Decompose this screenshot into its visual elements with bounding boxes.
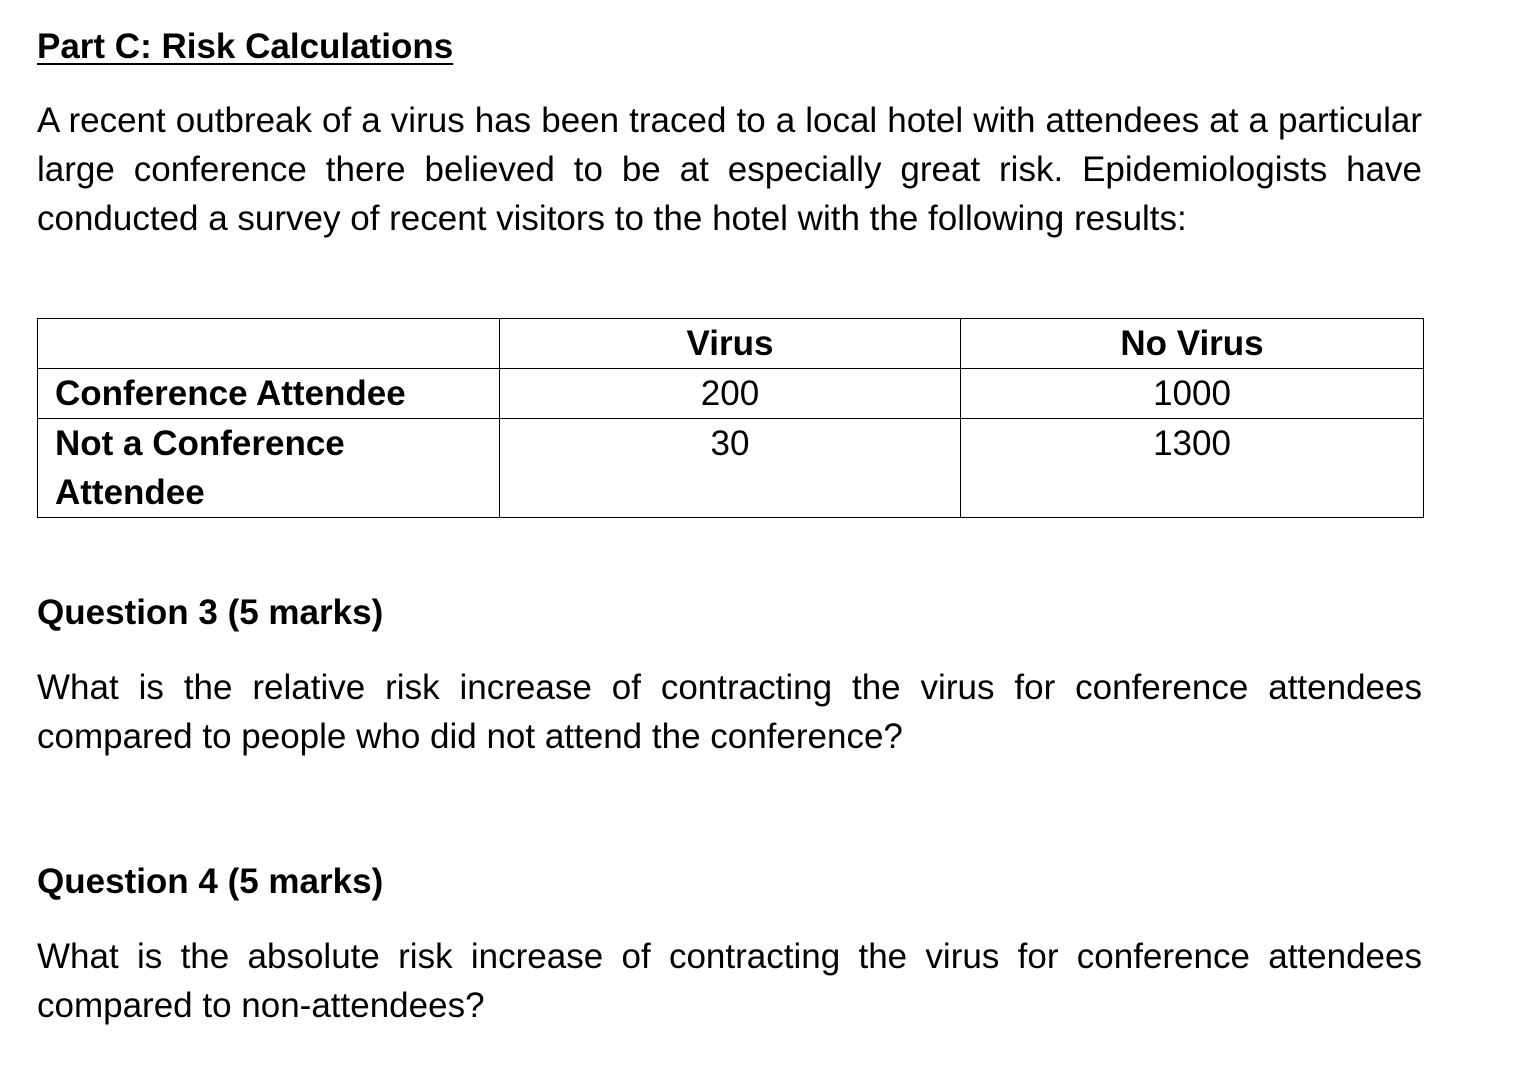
cell-non-attendee-no-virus: 1300 <box>961 419 1424 518</box>
cell-non-attendee-virus: 30 <box>500 419 961 518</box>
table-header-row <box>38 319 1424 369</box>
question-3-heading: Question 3 (5 marks) <box>37 593 384 632</box>
column-header-no-virus: No Virus <box>961 319 1424 369</box>
question-3-text: What is the relative risk increase of contracting the virus for conference attendees compared to people who did not attend the conference? <box>37 668 1422 756</box>
cell-attendee-virus: 200 <box>500 369 961 419</box>
question-4-heading: Question 4 (5 marks) <box>37 862 384 901</box>
intro-paragraph: A recent outbreak of a virus has been traced to a local hotel with attendees at a particular large conference there believed to be at especially great risk. Epidemiologists have conducted a survey of recent visitors to the hotel with the following results: <box>37 101 1422 238</box>
row-label-not-attendee: Not a Conference Attendee <box>38 419 500 518</box>
survey-results-table <box>37 318 1424 518</box>
row-label-conference-attendee: Conference Attendee <box>38 369 500 419</box>
table-corner-cell <box>38 319 500 369</box>
table-row <box>38 369 1424 419</box>
section-title: Part C: Risk Calculations <box>37 27 454 66</box>
question-4-text: What is the absolute risk increase of contracting the virus for conference attendees compared to non-attendees? <box>37 937 1422 1025</box>
cell-attendee-no-virus: 1000 <box>961 369 1424 419</box>
table-row <box>38 419 1424 518</box>
column-header-virus: Virus <box>500 319 961 369</box>
